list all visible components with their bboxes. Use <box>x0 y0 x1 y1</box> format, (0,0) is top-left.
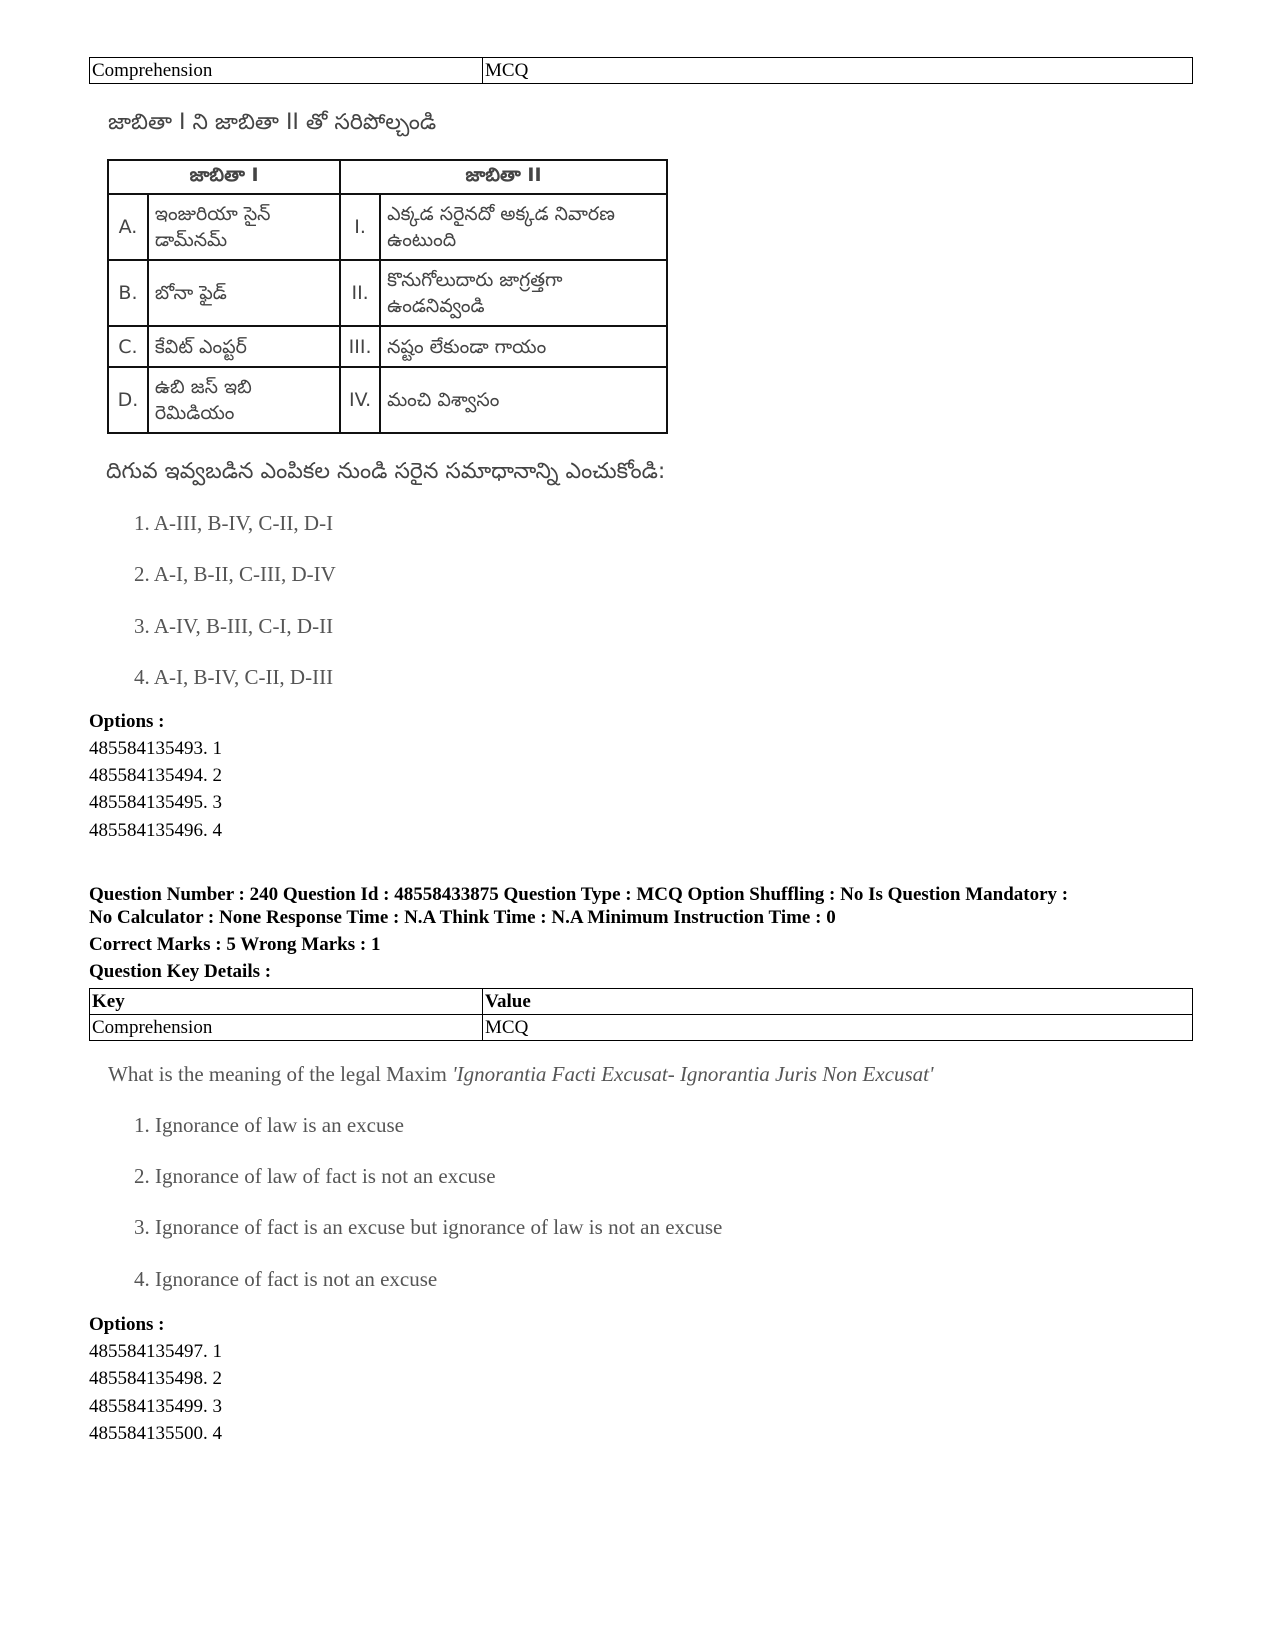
top-key-table <box>89 57 1193 84</box>
table-row <box>90 58 1193 84</box>
table-row <box>108 326 667 367</box>
match-table <box>107 159 668 434</box>
option-id-3: 485584135499. 3 <box>89 1396 222 1417</box>
options-label: Options : <box>89 711 165 732</box>
option-id-3: 485584135495. 3 <box>89 792 222 813</box>
row-letter: A. <box>108 194 148 260</box>
match-instruction: జాబితా I ని జాబితా II తో సరిపోల్చండి <box>108 110 437 135</box>
row-item: ఇంజురియా సైన్ డామ్‌నమ్ <box>148 194 340 260</box>
value-cell: MCQ <box>483 58 1193 84</box>
list-one-header: జాబితా I <box>108 160 340 194</box>
question-meta-line-2: No Calculator : None Response Time : N.A Think Time : N.A Minimum Instruction Time : 0 <box>89 907 836 928</box>
table-row <box>108 367 667 433</box>
choice-3: 3. Ignorance of fact is an excuse but ignorance of law is not an excuse <box>134 1215 723 1239</box>
row-roman: IV. <box>340 367 380 433</box>
row-roman: III. <box>340 326 380 367</box>
row-roman: I. <box>340 194 380 260</box>
table-row <box>90 1015 1193 1041</box>
row-item: బోనా ఫైడ్ <box>148 260 340 326</box>
key-header: Key <box>90 989 483 1015</box>
row-description: ఎక్కడ సరైనదో అక్కడ నివారణ ఉంటుంది <box>380 194 667 260</box>
choice-3: 3. A-IV, B-III, C-I, D-II <box>134 614 334 638</box>
row-description: మంచి విశ్వాసం <box>380 367 667 433</box>
question-text <box>108 1062 934 1087</box>
value-cell: MCQ <box>483 1015 1193 1041</box>
choice-4: 4. A-I, B-IV, C-II, D-III <box>134 665 334 689</box>
choice-2: 2. A-I, B-II, C-III, D-IV <box>134 562 336 586</box>
row-roman: II. <box>340 260 380 326</box>
row-description: కొనుగోలుదారు జాగ్రత్తగా ఉండనివ్వండి <box>380 260 667 326</box>
key-details-label: Question Key Details : <box>89 961 272 982</box>
option-id-4: 485584135496. 4 <box>89 820 222 841</box>
list-two-header: జాబితా II <box>340 160 667 194</box>
option-id-2: 485584135494. 2 <box>89 765 222 786</box>
row-description: నష్టం లేకుండా గాయం <box>380 326 667 367</box>
question-prefix: What is the meaning of the legal Maxim <box>108 1062 453 1086</box>
row-letter: D. <box>108 367 148 433</box>
key-cell: Comprehension <box>90 58 483 84</box>
choice-4: 4. Ignorance of fact is not an excuse <box>134 1267 438 1291</box>
question-meta-line-1: Question Number : 240 Question Id : 48558433875 Question Type : MCQ Option Shuffling : No Is Question Mandatory : <box>89 884 1069 905</box>
row-letter: B. <box>108 260 148 326</box>
choice-2: 2. Ignorance of law of fact is not an excuse <box>134 1164 496 1188</box>
row-item: కేవిట్ ఎంప్టర్ <box>148 326 340 367</box>
choose-prompt: దిగువ ఇవ్వబడిన ఎంపికల నుండి సరైన సమాధానాన్ని ఎంచుకోండి: <box>106 459 666 484</box>
match-header-row <box>108 160 667 194</box>
marks-line: Correct Marks : 5 Wrong Marks : 1 <box>89 934 381 955</box>
legal-maxim: 'Ignorantia Facti Excusat- Ignorantia Juris Non Excusat' <box>452 1062 934 1086</box>
table-header-row <box>90 989 1193 1015</box>
choice-1: 1. A-III, B-IV, C-II, D-I <box>134 511 334 535</box>
option-id-1: 485584135497. 1 <box>89 1341 222 1362</box>
key-cell: Comprehension <box>90 1015 483 1041</box>
options-label: Options : <box>89 1314 165 1335</box>
option-id-4: 485584135500. 4 <box>89 1423 222 1444</box>
option-id-2: 485584135498. 2 <box>89 1368 222 1389</box>
choice-1: 1. Ignorance of law is an excuse <box>134 1113 404 1137</box>
table-row <box>108 194 667 260</box>
row-item: ఉబి జస్ ఇబి రెమిడియం <box>148 367 340 433</box>
value-header: Value <box>483 989 1193 1015</box>
table-row <box>108 260 667 326</box>
row-letter: C. <box>108 326 148 367</box>
option-id-1: 485584135493. 1 <box>89 738 222 759</box>
key-value-table <box>89 988 1193 1041</box>
